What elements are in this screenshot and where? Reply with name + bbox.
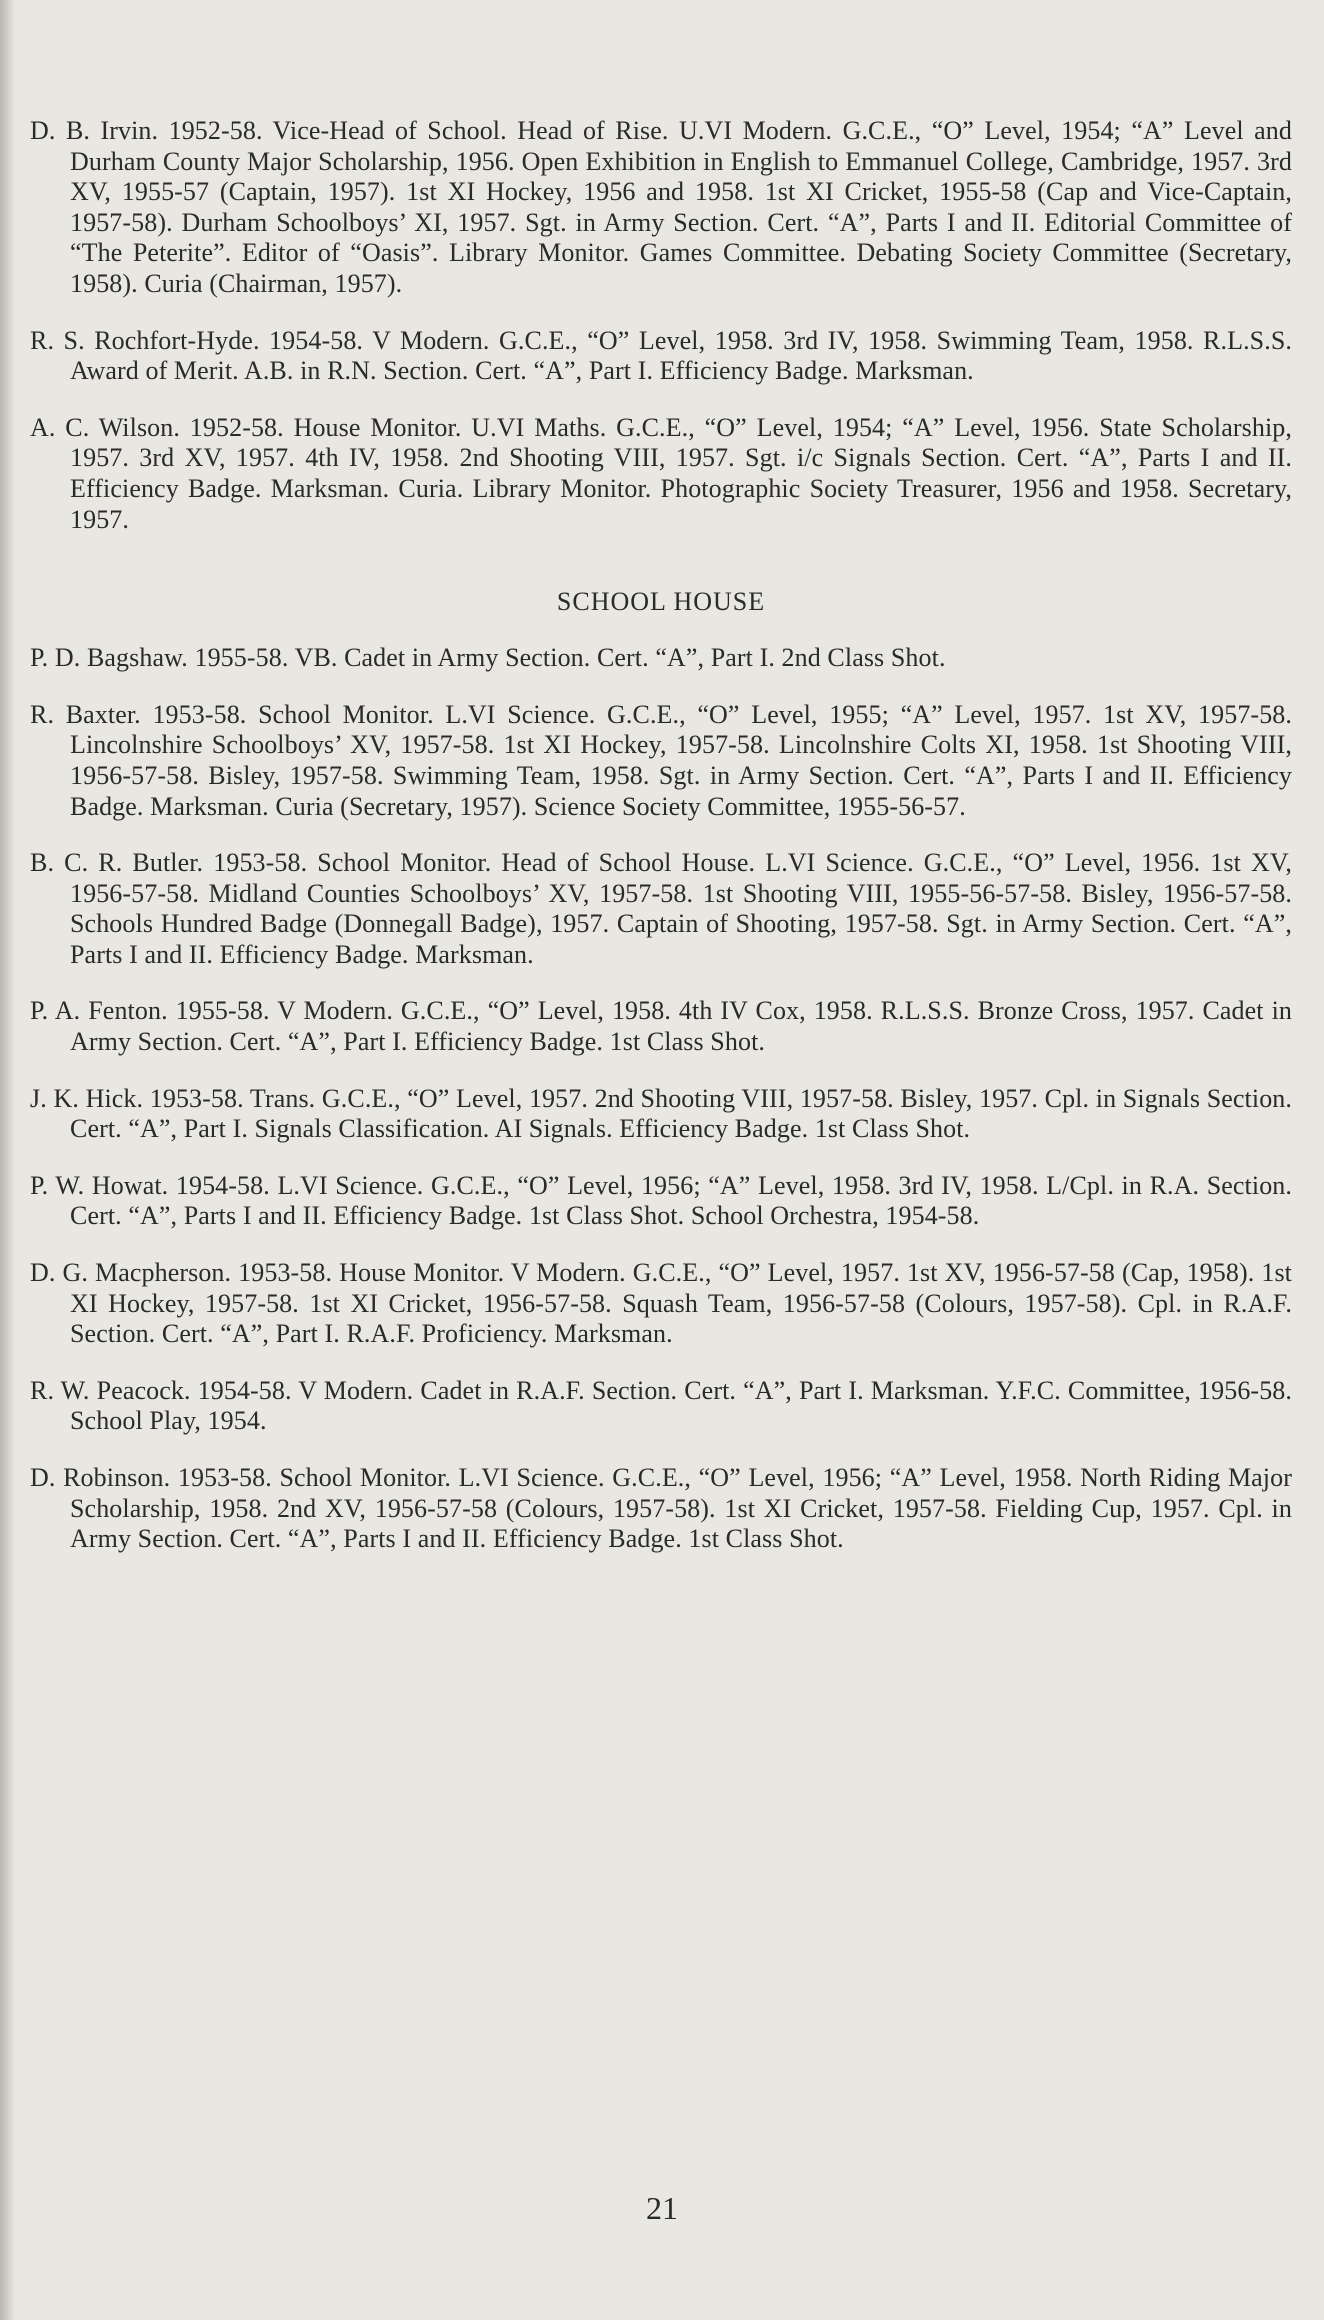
section-heading: SCHOOL HOUSE — [556, 587, 766, 617]
entry-hick: J. K. Hick. 1953-58. Trans. G.C.E., “O” Level, 1957. 2nd Shooting VIII, 1957-58. Bisley, 1957. Cpl. in Signals Section. Cert. “A”, Part I. Signals Classification. AI Signals. Efficiency Badge. 1st Class Shot. — [30, 1083, 1292, 1144]
entry-robinson: D. Robinson. 1953-58. School Monitor. L.VI Science. G.C.E., “O” Level, 1956; “A” Level, 1958. North Riding Major Scholarship, 1958. 2nd XV, 1956-57-58 (Colours, 1957-58). 1st XI Cricket, 1957-58. Fielding Cup, 1957. Cpl. in Army Section. Cert. “A”, Parts I and II. Efficiency Badge. 1st Class Shot. — [30, 1463, 1292, 1554]
entry-howat: P. W. Howat. 1954-58. L.VI Science. G.C.E., “O” Level, 1956; “A” Level, 1958. 3rd IV, 1958. L/Cpl. in R.A. Section. Cert. “A”, Parts I and II. Efficiency Badge. 1st Class Shot. School Orchestra, 1954-58. — [30, 1170, 1292, 1231]
entry-peacock: R. W. Peacock. 1954-58. V Modern. Cadet in R.A.F. Section. Cert. “A”, Part I. Marksman. Y.F.C. Committee, 1956-58. School Play, 1954. — [30, 1375, 1292, 1436]
entry-fenton: P. A. Fenton. 1955-58. V Modern. G.C.E., “O” Level, 1958. 4th IV Cox, 1958. R.L.S.S. Bronze Cross, 1957. Cadet in Army Section. Cert. “A”, Part I. Efficiency Badge. 1st Class Shot. — [30, 996, 1292, 1057]
entry-baxter: R. Baxter. 1953-58. School Monitor. L.VI Science. G.C.E., “O” Level, 1955; “A” Level, 1957. 1st XV, 1957-58. Lincolnshire Schoolboys’ XV, 1957-58. 1st XI Hockey, 1957-58. Lincolnshire Colts XI, 1958. 1st Shooting VIII, 1956-57-58. Bisley, 1957-58. Swimming Team, 1958. Sgt. in Army Section. Cert. “A”, Parts I and II. Efficiency Badge. Marksman. Curia (Secretary, 1957). Science Society Committee, 1955-56-57. — [30, 699, 1292, 821]
entries-column — [30, 90, 1292, 1570]
entry-wilson: A. C. Wilson. 1952-58. House Monitor. U.VI Maths. G.C.E., “O” Level, 1954; “A” Level, 1956. State Scholarship, 1957. 3rd XV, 1957. 4th IV, 1958. 2nd Shooting VIII, 1957. Sgt. i/c Signals Section. Cert. “A”, Parts I and II. Efficiency Badge. Marksman. Curia. Library Monitor. Photographic Society Treasurer, 1956 and 1958. Secretary, 1957. — [30, 412, 1292, 534]
entry-irvin: D. B. Irvin. 1952-58. Vice-Head of School. Head of Rise. U.VI Modern. G.C.E., “O” Level, 1954; “A” Level and Durham County Major Scholarship, 1956. Open Exhibition in English to Emmanuel College, Cambridge, 1957. 3rd XV, 1955-57 (Captain, 1957). 1st XI Hockey, 1956 and 1958. 1st XI Cricket, 1955-58 (Cap and Vice-Captain, 1957-58). Durham Schoolboys’ XI, 1957. Sgt. in Army Section. Cert. “A”, Parts I and II. Editorial Committee of “The Peterite”. Editor of “Oasis”. Library Monitor. Games Committee. Debating Society Committee (Secretary, 1958). Curia (Chairman, 1957). — [30, 116, 1292, 298]
page-number: 21 — [646, 2190, 678, 2226]
entry-rochfort-hyde: R. S. Rochfort-Hyde. 1954-58. V Modern. G.C.E., “O” Level, 1958. 3rd IV, 1958. Swimming Team, 1958. R.L.S.S. Award of Merit. A.B. in R.N. Section. Cert. “A”, Part I. Efficiency Badge. Marksman. — [30, 325, 1292, 386]
entry-bagshaw: P. D. Bagshaw. 1955-58. VB. Cadet in Army Section. Cert. “A”, Part I. 2nd Class Shot. — [30, 643, 946, 673]
entry-macpherson: D. G. Macpherson. 1953-58. House Monitor. V Modern. G.C.E., “O” Level, 1957. 1st XV, 1956-57-58 (Cap, 1958). 1st XI Hockey, 1957-58. 1st XI Cricket, 1956-57-58. Squash Team, 1956-57-58 (Colours, 1957-58). Cpl. in R.A.F. Section. Cert. “A”, Part I. R.A.F. Proficiency. Marksman. — [30, 1258, 1292, 1349]
entry-butler: B. C. R. Butler. 1953-58. School Monitor. Head of School House. L.VI Science. G.C.E., “O” Level, 1956. 1st XV, 1956-57-58. Midland Counties Schoolboys’ XV, 1957-58. 1st Shooting VIII, 1955-56-57-58. Bisley, 1956-57-58. Schools Hundred Badge (Donnegall Badge), 1957. Captain of Shooting, 1957-58. Sgt. in Army Section. Cert. “A”, Parts I and II. Efficiency Badge. Marksman. — [30, 848, 1292, 969]
